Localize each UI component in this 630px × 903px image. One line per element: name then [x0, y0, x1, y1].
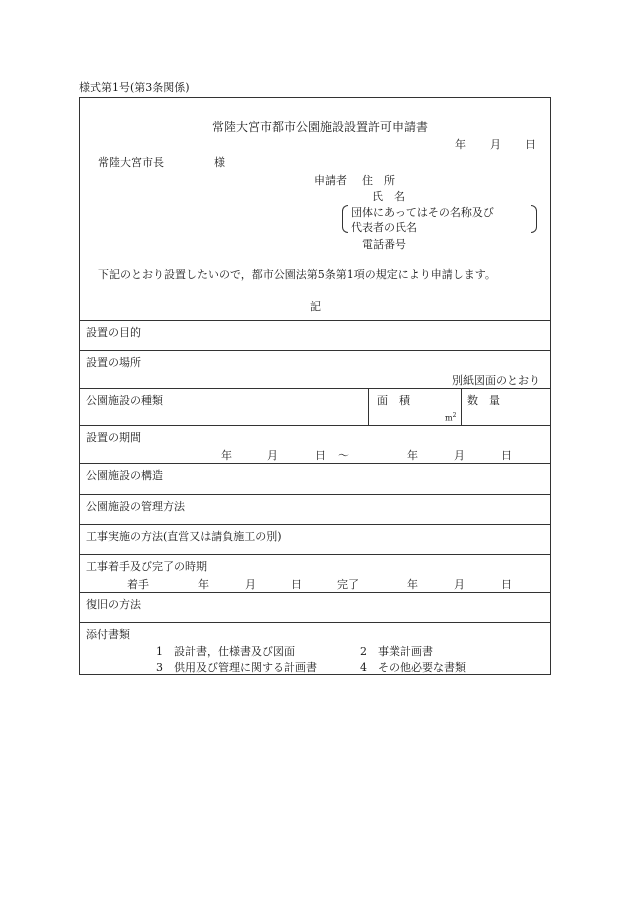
honorific: 様	[214, 156, 225, 169]
attachment-item: 3 供用及び管理に関する計画書	[156, 661, 317, 674]
period-label: 設置の期間	[86, 431, 141, 444]
date-day: 日	[525, 138, 536, 151]
bracket-left	[342, 205, 348, 233]
period-month-1: 月	[267, 449, 278, 462]
attachment-item: 1 設計書，仕様書及び図面	[156, 645, 295, 658]
construction-method-label: 工事実施の方法(直営又は請負施工の別)	[86, 530, 282, 543]
name-label: 氏 名	[372, 190, 405, 203]
start-day: 日	[291, 578, 302, 591]
ki-label: 記	[310, 300, 321, 313]
rule	[80, 494, 550, 495]
end-month: 月	[454, 578, 465, 591]
phone-label: 電話番号	[362, 238, 406, 251]
attachment-item: 4 その他必要な書類	[360, 661, 466, 674]
rule	[80, 320, 550, 321]
applicant-label: 申請者	[314, 174, 347, 187]
start-month: 月	[245, 578, 256, 591]
address-label: 住 所	[362, 174, 395, 187]
bracket-right	[531, 205, 537, 233]
rule	[80, 350, 550, 351]
period-year-2: 年	[407, 449, 418, 462]
area-label: 面 積	[377, 394, 410, 407]
quantity-label: 数 量	[467, 394, 500, 407]
application-form	[79, 97, 551, 675]
rule	[80, 554, 550, 555]
date-month: 月	[490, 138, 501, 151]
period-year-1: 年	[221, 449, 232, 462]
rule	[80, 622, 550, 623]
rule	[80, 592, 550, 593]
statement: 下記のとおり設置したいので，都市公園法第5条第1項の規定により申請します。	[98, 268, 496, 281]
facility-type-label: 公園施設の種類	[86, 394, 163, 407]
purpose-label: 設置の目的	[86, 326, 141, 339]
period-tilde: ～	[338, 449, 349, 462]
org-note-line1: 団体にあってはその名称及び	[351, 206, 494, 219]
attachments-label: 添付書類	[86, 628, 130, 641]
restoration-label: 復旧の方法	[86, 598, 141, 611]
org-note-line2: 代表者の氏名	[351, 221, 417, 234]
start-label: 着手	[127, 578, 149, 591]
period-day-2: 日	[501, 449, 512, 462]
rule	[80, 463, 550, 464]
column-divider	[368, 388, 369, 425]
period-day-1: 日	[315, 449, 326, 462]
column-divider	[461, 388, 462, 425]
end-year: 年	[407, 578, 418, 591]
area-unit: $m^2$	[445, 412, 457, 423]
location-note: 別紙図面のとおり	[452, 374, 540, 387]
schedule-label: 工事着手及び完了の時期	[86, 560, 207, 573]
attachment-item: 2 事業計画書	[360, 645, 433, 658]
end-day: 日	[501, 578, 512, 591]
end-label: 完了	[337, 578, 359, 591]
form-number-label: 様式第1号(第3条関係)	[79, 81, 190, 94]
addressee: 常陸大宮市長	[98, 156, 164, 169]
start-year: 年	[198, 578, 209, 591]
period-month-2: 月	[454, 449, 465, 462]
location-label: 設置の場所	[86, 356, 141, 369]
rule	[80, 524, 550, 525]
management-label: 公園施設の管理方法	[86, 500, 185, 513]
date-year: 年	[455, 138, 466, 151]
structure-label: 公園施設の構造	[86, 469, 163, 482]
rule	[80, 425, 550, 426]
form-title: 常陸大宮市都市公園施設設置許可申請書	[212, 120, 429, 134]
rule	[80, 388, 550, 389]
